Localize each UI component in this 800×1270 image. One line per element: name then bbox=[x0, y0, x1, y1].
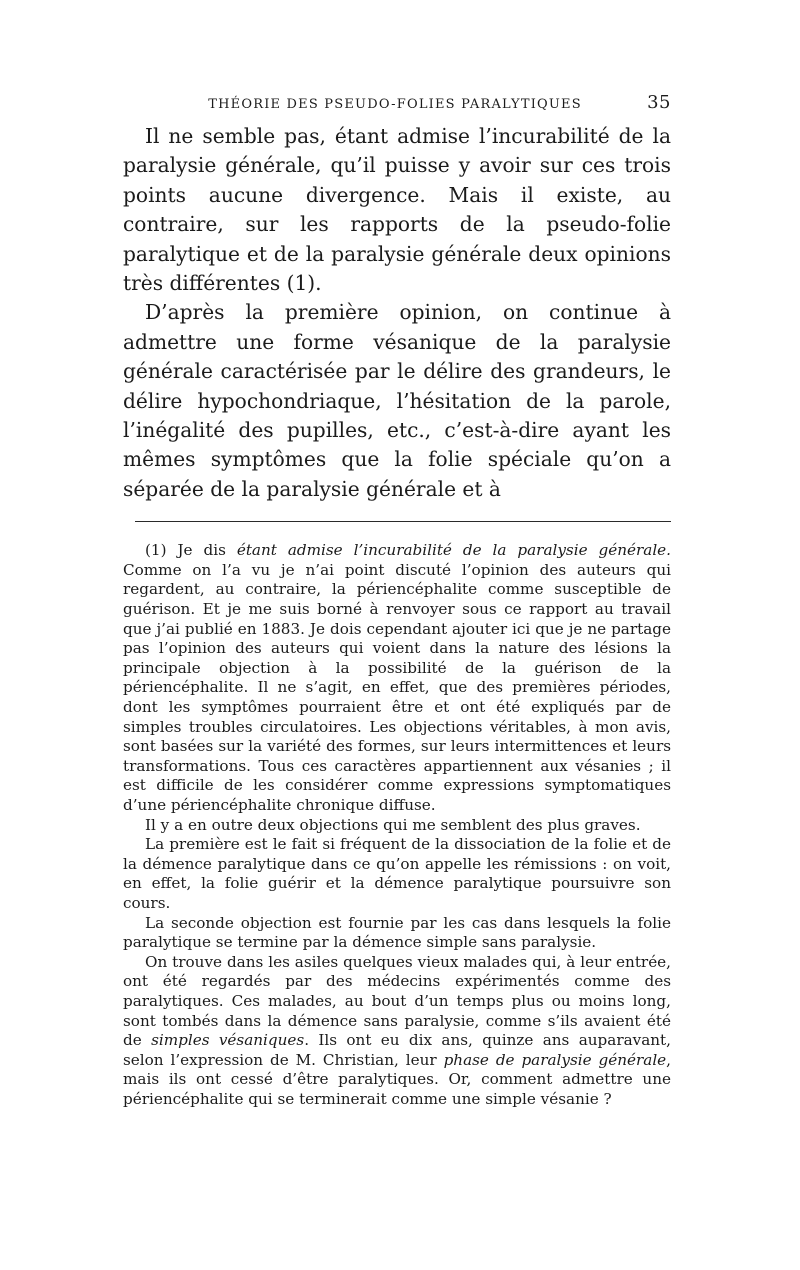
footnote-paragraph bbox=[123, 953, 671, 1110]
footnote-text: Comme on l’a vu je n’ai point discuté l’opinion des auteurs qui regardent, au contraire, la périencéphalite comme susceptible de guérison. Et je me suis borné à renvoyer sous ce rapport au travail que j’ai publié en 1883. Je dois cependant ajouter ici que je ne partage pas l’opinion des auteurs qui voient dans la nature des lésions la principale objection à la possibilité de la guérison de la périencéphalite. Il ne s’agit, en effet, que des premières périodes, dont les symptômes pourraient être et ont été expliqués par de simples troubles circulatoires. Les objections véritables, à mon avis, sont basées sur la variété des formes, sur leurs intermittences et leurs transformations. Tous ces caractères appartiennent aux vésanies ; il est difficile de les considérer comme expressions symptomatiques d’une périencéphalite chronique diffuse. bbox=[123, 560, 671, 814]
paragraph: Il ne semble pas, étant admise l’incurabilité de la paralysie générale, qu’il puisse y avoir sur ces trois points aucune divergence. Mais il existe, au contraire, sur les rapports de la pseudo-folie paralytique et de la paralysie générale deux opinions très différentes (1). bbox=[123, 124, 671, 296]
main-text bbox=[123, 122, 671, 504]
footnote-paragraph: Il y a en outre deux objections qui me semblent des plus graves. bbox=[145, 815, 641, 834]
footnote-text: . Ils ont eu dix ans, quinze ans auparavant, selon l’expression de M. Christian, leur bbox=[123, 1031, 671, 1069]
footnotes bbox=[123, 541, 671, 1109]
book-page bbox=[123, 92, 671, 1110]
footnote-text: , mais ils ont cessé d’être paralytiques. Or, comment admettre une périencéphalite qui se terminerait comme une simple vésanie ? bbox=[123, 1050, 671, 1108]
footnote-text: On trouve dans les asiles quelques vieux malades qui, à leur entrée, ont été regardés par des médecins expérimentés comme des paralytiques. Ces malades, au bout d’un temps plus ou moins long, sont tombés dans la démence sans paralysie, comme s’ils avaient été de bbox=[123, 952, 671, 1050]
running-title: THÉORIE DES PSEUDO-FOLIES PARALYTIQUES bbox=[208, 97, 582, 112]
footnote-rule bbox=[135, 521, 671, 522]
footnote-paragraph: La première est le fait si fréquent de la dissociation de la folie et de la démence paralytique dans ce qu’on appelle les rémissions : on voit, en effet, la folie guérir et la démence paralytique poursuivre son cours. bbox=[123, 835, 671, 912]
paragraph: D’après la première opinion, on continue à admettre une forme vésanique de la paralysie générale caractérisée par le délire des grandeurs, le délire hypochondriaque, l’hésitation de la parole, l’inégalité des pupilles, etc., c’est-à-dire ayant les mêmes symptômes que la folie spéciale qu’on a séparée de la paralysie générale et à bbox=[123, 300, 671, 501]
running-head bbox=[123, 92, 671, 118]
page-number: 35 bbox=[647, 92, 671, 113]
italic-phrase: phase de paralysie générale bbox=[443, 1050, 667, 1069]
footnote-marker: (1) Je dis bbox=[145, 541, 237, 560]
footnote-paragraph: La seconde objection est fournie par les cas dans lesquels la folie paralytique se termine par la démence simple sans paralysie. bbox=[123, 913, 671, 952]
footnote-paragraph bbox=[123, 541, 671, 815]
italic-phrase: étant admise l’incurabilité de la paralysie générale. bbox=[236, 541, 671, 560]
italic-phrase: simples vésaniques bbox=[151, 1031, 305, 1050]
